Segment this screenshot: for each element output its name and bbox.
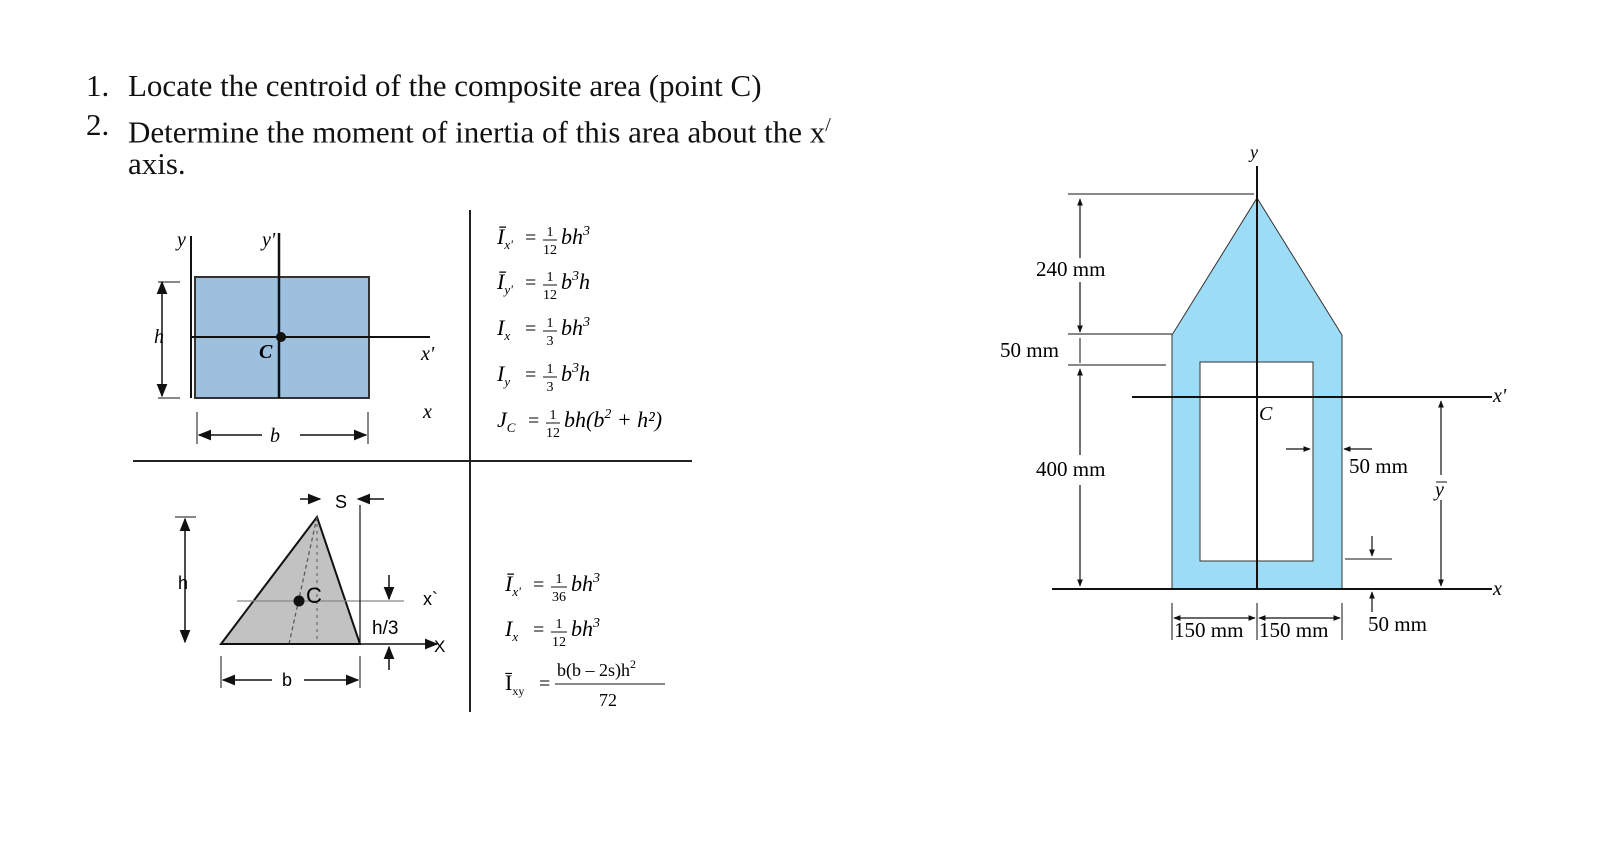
formula-ix-bar-num: 1 — [546, 225, 554, 240]
formula-jc-exp: 2 — [604, 407, 612, 422]
formula-tri-ix-bar-num: 1 — [555, 572, 563, 587]
formula-ixy-lhs: Ī — [505, 670, 513, 695]
svg-text:bh3 — [571, 616, 600, 641]
formula-tri-ix-bar-lhs: Ī — [505, 571, 513, 596]
svg-text:bh3 — [561, 315, 590, 340]
label-150mm-b: 150 mm — [1259, 618, 1329, 642]
formula-tri-ix-bar-den: 36 — [552, 590, 566, 605]
triangle-label-h: h — [178, 573, 189, 593]
composite-label-c: C — [1259, 403, 1273, 425]
triangle-label-s: S — [335, 492, 348, 512]
triangle-label-x-prime: x` — [423, 589, 438, 609]
formula-ixy-eq: = — [539, 673, 551, 695]
formula-jc — [497, 407, 662, 441]
formula-ix-exp: 3 — [583, 315, 590, 330]
formula-iy-bar-eq: = — [525, 272, 537, 294]
label-400mm: 400 mm — [1036, 457, 1106, 481]
rectangle-figure — [154, 229, 435, 447]
svg-text:Īy' — [496, 269, 513, 297]
triangle-label-b: b — [282, 670, 293, 690]
svg-text:bh(b2 + h²) — [564, 407, 662, 432]
question-1-text: Locate the centroid of the composite area (point C) — [128, 68, 762, 103]
svg-text:b(b – 2s)h2 — [557, 657, 636, 681]
svg-text:JC — [497, 407, 516, 435]
formula-ix-bar-exp: 3 — [583, 224, 590, 239]
triangle-centroid-dot — [294, 596, 305, 607]
formula-tri-ix-bar — [504, 571, 600, 605]
formula-ix-bar-eq: = — [525, 227, 537, 249]
label-240mm: 240 mm — [1036, 257, 1106, 281]
formula-ix-bar — [496, 224, 590, 258]
svg-text:Ix — [504, 616, 518, 644]
formula-iy — [496, 361, 590, 395]
svg-text:bh3 — [571, 571, 600, 596]
question-2-number: 2. — [86, 107, 110, 142]
triangle-shape — [221, 517, 360, 644]
svg-text:Īx' — [496, 224, 513, 252]
formula-iy-tail: h — [579, 361, 590, 386]
formula-tri-ix-bar-rhs: bh — [571, 571, 593, 596]
formula-iy-rhs: b — [561, 361, 572, 386]
formula-ix-bar-sub: x' — [504, 237, 513, 252]
composite-figure — [1000, 142, 1507, 642]
formula-jc-den: 12 — [546, 426, 560, 441]
formula-ixy-sub: xy — [512, 684, 525, 698]
svg-text:bh3 — [561, 224, 590, 249]
formula-ixy-num: b(b – 2s)h — [557, 660, 630, 680]
formula-ix-eq: = — [525, 318, 537, 340]
formula-iy-bar-lhs: Ī — [497, 269, 505, 294]
formula-ix-rhs: bh — [561, 315, 583, 340]
formula-ix-bar-lhs: Ī — [497, 224, 505, 249]
formula-iy-sub: y — [504, 374, 511, 389]
triangle-formulas — [504, 571, 665, 710]
formula-iy-lhs: I — [497, 361, 505, 386]
formula-iy-den: 3 — [546, 380, 554, 395]
formula-jc-tail: + h²) — [611, 407, 663, 432]
formula-iy-exp: 3 — [572, 361, 579, 376]
composite-label-y: y — [1250, 142, 1258, 162]
formula-tri-ix-bar-sub: x' — [512, 584, 521, 599]
formula-iy-bar-den: 12 — [543, 288, 557, 303]
formula-ix-den: 3 — [546, 334, 554, 349]
formula-ixy — [505, 657, 665, 710]
formula-iy-eq: = — [525, 364, 537, 386]
triangle-label-c: C — [306, 583, 322, 608]
composite-label-x: x — [1493, 578, 1502, 600]
rect-label-y-prime: y' — [262, 229, 276, 251]
formula-tri-ix-bar-exp: 3 — [593, 571, 600, 586]
formula-iy-num: 1 — [546, 362, 554, 377]
question-1-number: 1. — [86, 68, 110, 103]
label-150mm-a: 150 mm — [1174, 618, 1244, 642]
formula-iy-bar-exp: 3 — [572, 269, 579, 284]
rect-label-b: b — [270, 425, 280, 447]
rect-label-x: x — [423, 401, 432, 423]
rect-label-x-prime: x' — [421, 343, 435, 365]
formula-jc-num: 1 — [549, 408, 557, 423]
formula-ix-sub: x — [504, 328, 511, 343]
formula-tri-ix-exp: 3 — [593, 616, 600, 631]
formula-iy-bar-sub: y' — [504, 282, 513, 297]
question-2-main: Determine the moment of inertia of this area about the x — [128, 114, 826, 150]
label-ybar: y — [1435, 479, 1444, 501]
formula-jc-sub: C — [506, 420, 516, 435]
formula-ix — [496, 315, 590, 349]
svg-text:Īx' — [504, 571, 521, 599]
formula-tri-ix-lhs: I — [505, 616, 513, 641]
formula-tri-ix-bar-eq: = — [533, 574, 545, 596]
svg-text:Ix — [496, 315, 510, 343]
formula-jc-eq: = — [528, 410, 540, 432]
formula-ixy-den: 72 — [599, 690, 617, 710]
svg-text:b3h — [561, 361, 590, 386]
composite-label-x-prime: x' — [1493, 385, 1507, 407]
formula-tri-ix-rhs: bh — [571, 616, 593, 641]
formula-iy-bar-num: 1 — [546, 270, 554, 285]
formula-tri-ix-num: 1 — [555, 617, 563, 632]
svg-text:Īxy — [505, 670, 524, 698]
formula-tri-ix-sub: x — [512, 629, 519, 644]
triangle-label-x: X — [434, 637, 446, 656]
rect-label-h: h — [154, 326, 164, 348]
label-50mm-bottom: 50 mm — [1368, 612, 1427, 636]
formula-tri-ix — [504, 616, 600, 650]
rect-label-y: y — [177, 229, 186, 251]
rectangle-formulas — [496, 224, 662, 441]
formula-ix-num: 1 — [546, 316, 554, 331]
formula-iy-bar-tail: h — [579, 269, 590, 294]
formula-tri-ix-den: 12 — [552, 635, 566, 650]
formula-ixy-num-exp: 2 — [630, 657, 636, 671]
label-50mm-left: 50 mm — [1000, 338, 1059, 362]
triangle-figure — [175, 492, 445, 690]
formula-ix-lhs: I — [497, 315, 505, 340]
formula-iy-bar — [496, 269, 590, 303]
formula-ix-bar-den: 12 — [543, 243, 557, 258]
question-2-continuation: axis. — [128, 146, 186, 181]
rect-centroid-dot — [276, 332, 286, 342]
rect-label-c: C — [259, 341, 273, 363]
formula-jc-lhs: J — [497, 407, 507, 432]
label-50mm-wall: 50 mm — [1349, 454, 1408, 478]
svg-text:b3h — [561, 269, 590, 294]
question-2-prime: / — [825, 114, 831, 136]
formula-ix-bar-rhs: bh — [561, 224, 583, 249]
triangle-label-h3: h/3 — [372, 618, 399, 639]
formula-tri-ix-eq: = — [533, 619, 545, 641]
formula-iy-bar-rhs: b — [561, 269, 572, 294]
formula-jc-rhs: bh(b — [564, 407, 605, 432]
svg-text:Iy — [496, 361, 510, 389]
